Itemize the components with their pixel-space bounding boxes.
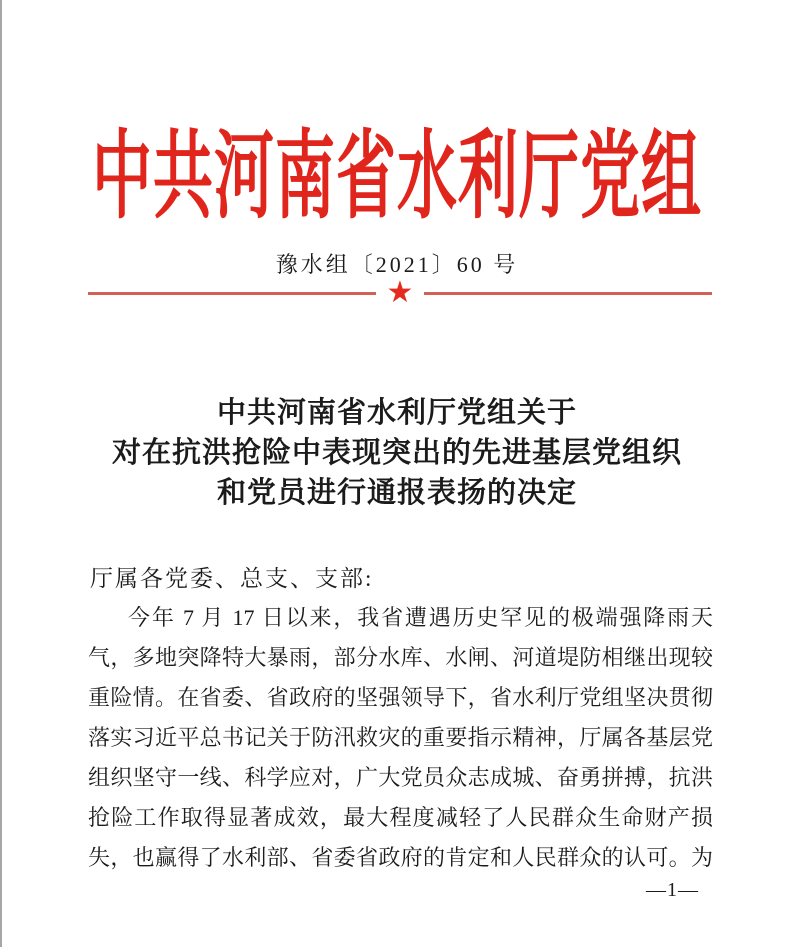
- paragraph-line: 落实习近平总书记关于防汛救灾的重要指示精神，厅属各基层党: [88, 725, 713, 750]
- star-icon: ★: [386, 276, 414, 309]
- document-title-line-2: 对在抗洪抢险中表现突出的先进基层党组织: [111, 437, 682, 469]
- document-title: [0, 393, 794, 513]
- red-divider: [88, 277, 712, 309]
- page-number: —1—: [646, 879, 699, 901]
- paragraph-line: 今年 7 月 17 日以来，我省遭遇历史罕见的极端强降雨天: [128, 605, 713, 630]
- salutation: 厅属各党委、总支、支部:: [90, 566, 374, 591]
- document-title-line-1: 中共河南省水利厅党组关于: [216, 397, 577, 429]
- document-title-line-3: 和党员进行通报表扬的决定: [216, 477, 577, 509]
- document-number: 豫水组〔2021〕60 号: [275, 252, 519, 277]
- masthead-title: 中共河南省水利厅党组: [92, 124, 702, 230]
- body-paragraph: [88, 598, 713, 878]
- red-divider-right-segment: [424, 292, 712, 295]
- paragraph-line: 重险情。在省委、省政府的坚强领导下，省水利厅党组坚决贯彻: [88, 685, 713, 710]
- paragraph-line: 气，多地突降特大暴雨，部分水库、水闸、河道堤防相继出现较: [88, 645, 713, 670]
- red-divider-left-segment: [88, 292, 376, 295]
- paragraph-line: 抢险工作取得显著成效，最大程度减轻了人民群众生命财产损: [88, 805, 713, 830]
- paragraph-line: 组织坚守一线、科学应对，广大党员众志成城、奋勇拼搏，抗洪: [88, 765, 713, 790]
- paragraph-line: 失，也赢得了水利部、省委省政府的肯定和人民群众的认可。为: [88, 845, 713, 870]
